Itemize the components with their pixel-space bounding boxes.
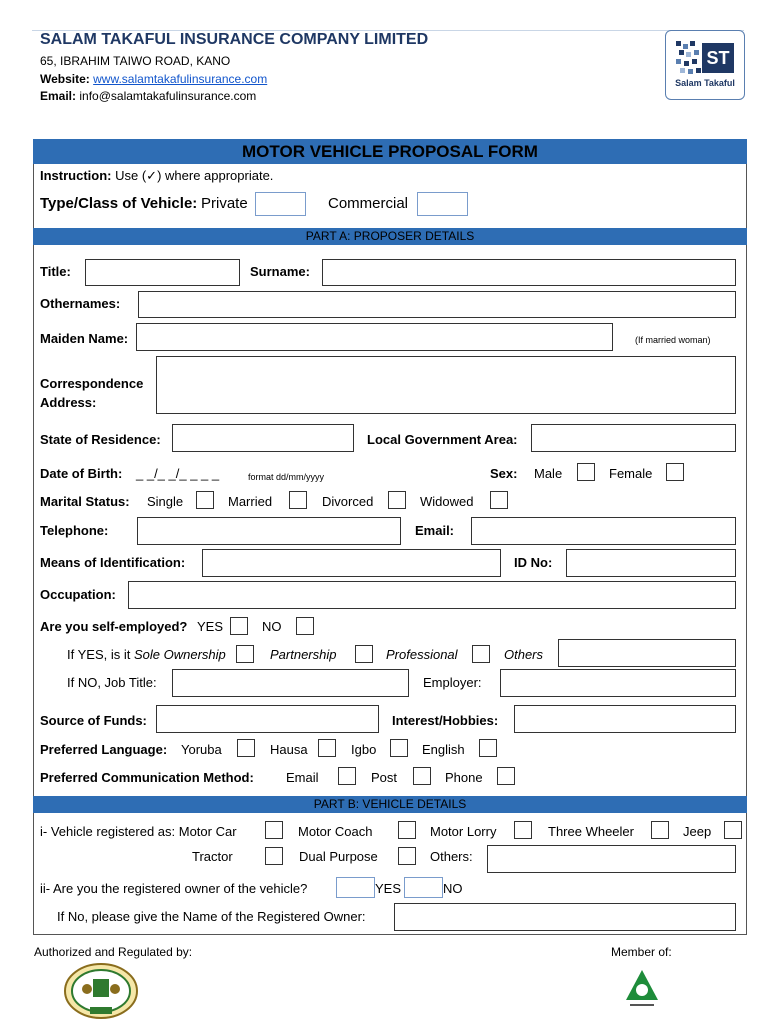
surname-field[interactable] [322, 259, 736, 286]
dob-label: Date of Birth: [40, 466, 123, 481]
married-checkbox[interactable] [289, 491, 307, 509]
motor-coach-checkbox[interactable] [398, 821, 416, 839]
vehicle-type-label: Type/Class of Vehicle: [40, 195, 198, 212]
email-label: Email: [415, 523, 455, 538]
dob-mask[interactable]: _ _/_ _/_ _ _ _ [136, 466, 220, 481]
motor-lorry-checkbox[interactable] [514, 821, 532, 839]
if-no-owner-label: If No, please give the Name of the Registered Owner: [57, 909, 366, 924]
sex-label: Sex: [490, 466, 518, 481]
self-employed-yes-label: YES [197, 619, 224, 634]
othernames-label: Othernames: [40, 296, 121, 311]
address-field[interactable] [156, 356, 736, 414]
sole-checkbox[interactable] [236, 645, 254, 663]
naicom-seal-icon [63, 962, 139, 1020]
maiden-name-label: Maiden Name: [40, 331, 129, 346]
partnership-label: Partnership [270, 647, 337, 662]
widowed-label: Widowed [420, 494, 474, 509]
comm-email-label: Email [286, 770, 319, 785]
lga-field[interactable] [531, 424, 736, 452]
id-no-field[interactable] [566, 549, 736, 577]
divorced-checkbox[interactable] [388, 491, 406, 509]
owner-question-label: ii- Are you the registered owner of the vehicle? [40, 881, 308, 896]
instruction-label: Instruction: [40, 168, 112, 183]
interest-label: Interest/Hobbies: [392, 713, 499, 728]
sex-female-label: Female [609, 466, 653, 481]
source-funds-label: Source of Funds: [40, 713, 147, 728]
address-label-2: Address: [40, 395, 97, 410]
sole-label: Sole Ownership [134, 647, 226, 662]
source-funds-field[interactable] [156, 705, 379, 733]
professional-label: Professional [386, 647, 458, 662]
interest-field[interactable] [514, 705, 736, 733]
maiden-name-field[interactable] [136, 323, 613, 351]
sex-male-label: Male [534, 466, 563, 481]
english-label: English [422, 742, 465, 757]
sex-female-checkbox[interactable] [666, 463, 684, 481]
salam-takaful-logo [665, 30, 745, 100]
employer-label: Employer: [423, 675, 482, 690]
vehicle-others-label: Others: [430, 849, 473, 864]
company-address: 65, IBRAHIM TAIWO ROAD, KANO [40, 54, 231, 68]
motor-coach-label: Motor Coach [298, 824, 373, 839]
authorized-label: Authorized and Regulated by: [34, 945, 193, 959]
company-email: info@salamtakafulinsurance.com [79, 89, 257, 103]
surname-label: Surname: [250, 264, 310, 279]
dual-purpose-checkbox[interactable] [398, 847, 416, 865]
igbo-checkbox[interactable] [390, 739, 408, 757]
comm-email-checkbox[interactable] [338, 767, 356, 785]
pref-lang-label: Preferred Language: [40, 742, 168, 757]
comm-phone-label: Phone [445, 770, 483, 785]
jeep-label: Jeep [683, 824, 712, 839]
logo-text: Salam Takaful [675, 78, 735, 88]
motor-lorry-label: Motor Lorry [430, 824, 497, 839]
others-field[interactable] [558, 639, 736, 667]
motor-car-checkbox[interactable] [265, 821, 283, 839]
tractor-label: Tractor [192, 849, 233, 864]
self-employed-no-label: NO [262, 619, 282, 634]
three-wheeler-checkbox[interactable] [651, 821, 669, 839]
pref-comm-label: Preferred Communication Method: [40, 770, 254, 785]
email-field[interactable] [471, 517, 736, 545]
title-field[interactable] [85, 259, 240, 286]
type-commercial-box[interactable] [417, 192, 468, 216]
comm-phone-checkbox[interactable] [497, 767, 515, 785]
part-a-heading: PART A: PROPOSER DETAILS [33, 228, 747, 245]
company-name: SALAM TAKAFUL INSURANCE COMPANY LIMITED [40, 31, 429, 48]
igbo-label: Igbo [351, 742, 377, 757]
dob-format-hint: format dd/mm/yyyy [248, 472, 325, 482]
website-label: Website: [40, 72, 90, 86]
form-title: MOTOR VEHICLE PROPOSAL FORM [33, 139, 747, 164]
company-website-row [40, 72, 267, 86]
english-checkbox[interactable] [479, 739, 497, 757]
pixel-mosaic-icon [676, 41, 702, 75]
employer-field[interactable] [500, 669, 736, 697]
part-b-heading: PART B: VEHICLE DETAILS [33, 796, 747, 813]
others-label: Others [504, 647, 544, 662]
telephone-label: Telephone: [40, 523, 109, 538]
registered-owner-field[interactable] [394, 903, 736, 931]
address-label-1: Correspondence [40, 376, 144, 391]
hausa-checkbox[interactable] [318, 739, 336, 757]
type-private-box[interactable] [255, 192, 306, 216]
occupation-label: Occupation: [40, 587, 116, 602]
self-employed-label: Are you self-employed? [40, 619, 188, 634]
occupation-field[interactable] [128, 581, 736, 609]
company-email-row [40, 89, 256, 103]
email-label: Email: [40, 89, 77, 103]
jeep-checkbox[interactable] [724, 821, 742, 839]
marital-label: Marital Status: [40, 494, 130, 509]
website-link[interactable]: www.salamtakafulinsurance.com [93, 72, 268, 86]
self-employed-no-checkbox[interactable] [296, 617, 314, 635]
means-id-field[interactable] [202, 549, 501, 577]
yoruba-label: Yoruba [181, 742, 222, 757]
married-label: Married [228, 494, 273, 509]
maiden-note: (If married woman) [635, 335, 711, 345]
widowed-checkbox[interactable] [490, 491, 508, 509]
owner-no-label: NO [443, 881, 463, 896]
owner-yes-label: YES [375, 881, 402, 896]
hausa-label: Hausa [270, 742, 308, 757]
instruction-text: Use (✓) where appropriate. [115, 168, 274, 183]
means-id-label: Means of Identification: [40, 555, 186, 570]
logo-mark: ST [702, 43, 734, 73]
single-checkbox[interactable] [196, 491, 214, 509]
state-field[interactable] [172, 424, 354, 452]
lga-label: Local Government Area: [367, 432, 518, 447]
single-label: Single [147, 494, 184, 509]
professional-checkbox[interactable] [472, 645, 490, 663]
sex-male-checkbox[interactable] [577, 463, 595, 481]
comm-post-checkbox[interactable] [413, 767, 431, 785]
job-title-field[interactable] [172, 669, 409, 697]
state-label: State of Residence: [40, 432, 161, 447]
dual-purpose-label: Dual Purpose [299, 849, 378, 864]
if-no-job-label: If NO, Job Title: [67, 675, 157, 690]
registered-as-label: i- Vehicle registered as: Motor Car [40, 824, 237, 839]
member-label: Member of: [611, 945, 672, 959]
partnership-checkbox[interactable] [355, 645, 373, 663]
type-private-label: Private [201, 195, 248, 212]
three-wheeler-label: Three Wheeler [548, 824, 634, 839]
type-commercial-label: Commercial [328, 195, 409, 212]
comm-post-label: Post [371, 770, 398, 785]
tractor-checkbox[interactable] [265, 847, 283, 865]
title-label: Title: [40, 264, 71, 279]
divorced-label: Divorced [322, 494, 374, 509]
vehicle-others-field[interactable] [487, 845, 736, 873]
self-employed-yes-checkbox[interactable] [230, 617, 248, 635]
owner-yes-box[interactable] [336, 877, 375, 898]
othernames-field[interactable] [138, 291, 736, 318]
if-yes-label: If YES, is it [67, 647, 131, 662]
telephone-field[interactable] [137, 517, 401, 545]
nia-triangle-logo-icon [624, 968, 660, 1010]
instruction-row [40, 168, 273, 184]
id-no-label: ID No: [514, 555, 553, 570]
owner-no-box[interactable] [404, 877, 443, 898]
yoruba-checkbox[interactable] [237, 739, 255, 757]
